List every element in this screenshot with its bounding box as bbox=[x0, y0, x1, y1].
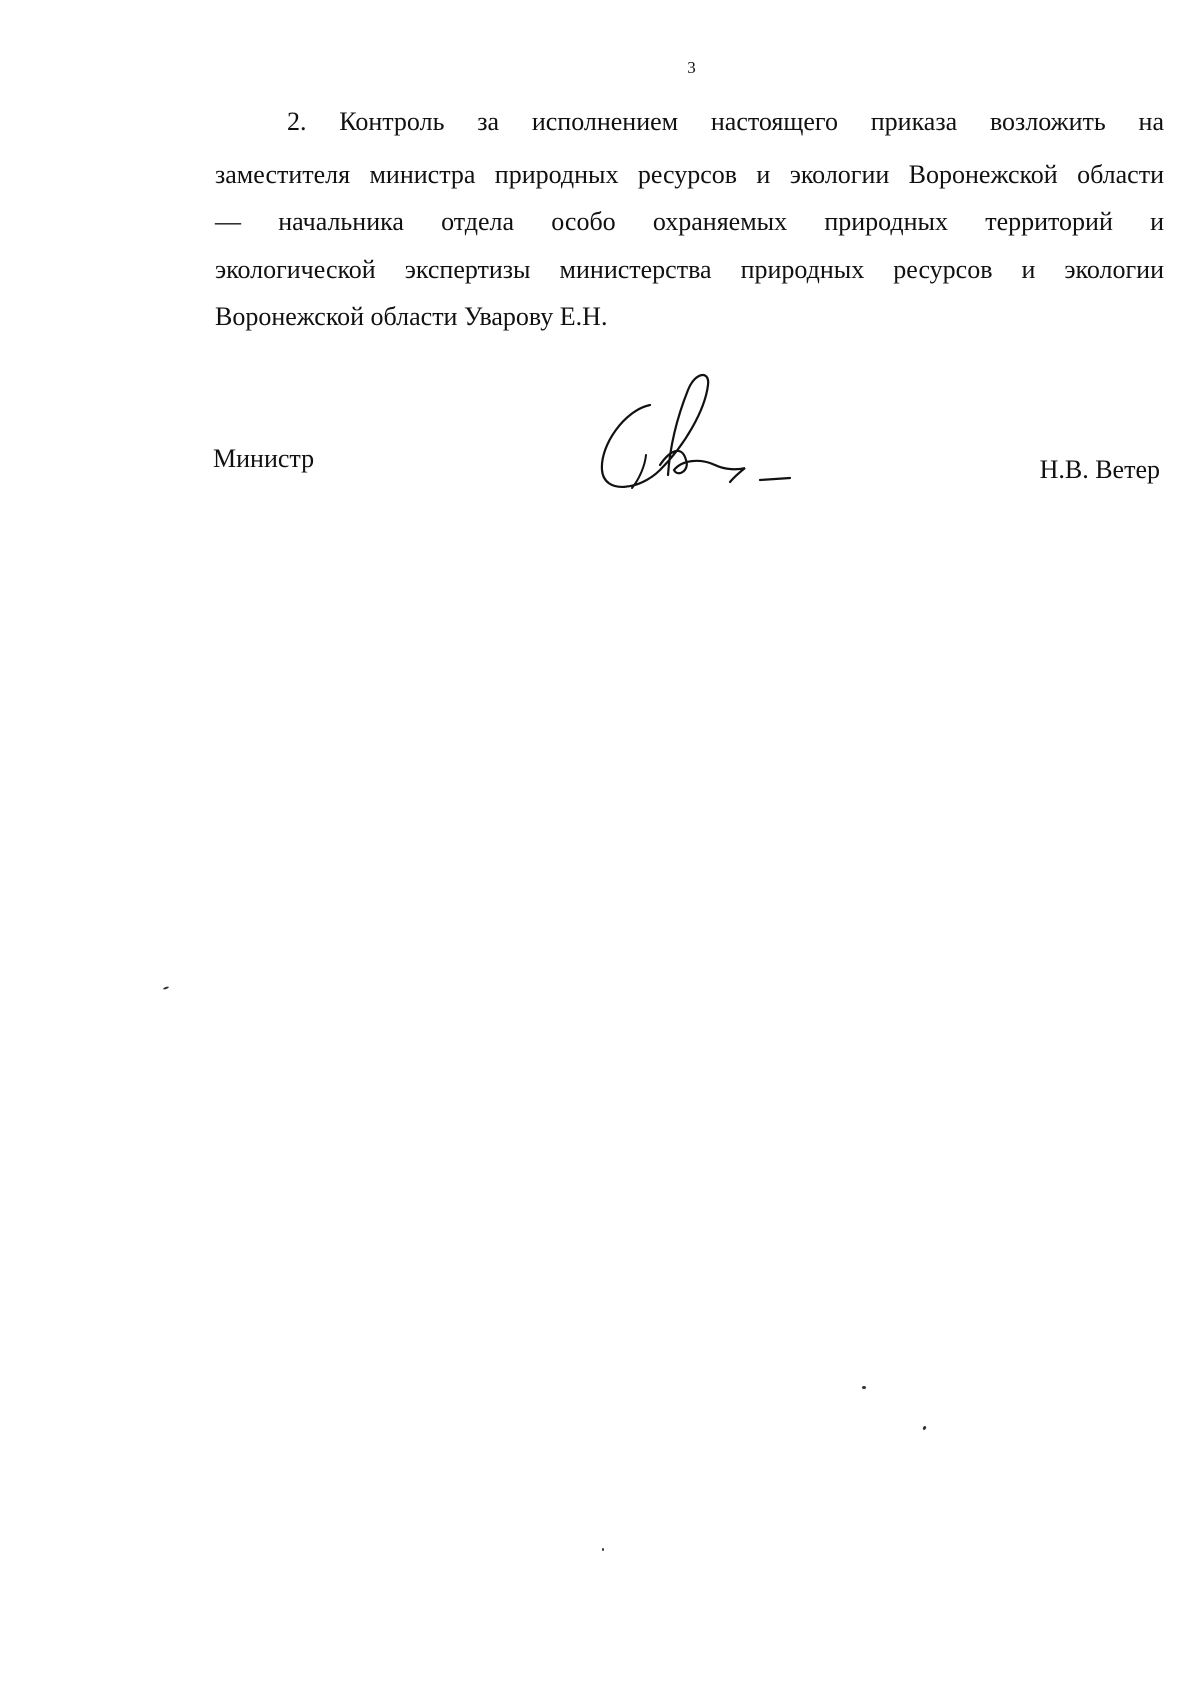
scan-speck bbox=[163, 986, 169, 990]
page-number: 3 bbox=[687, 58, 696, 77]
scan-speck bbox=[862, 1386, 866, 1389]
paragraph-line: — начальника отдела особо охраняемых природных территорий и bbox=[215, 207, 1164, 236]
signatory-title: Министр bbox=[213, 444, 315, 473]
paragraph-line: заместителя министра природных ресурсов и экологии Воронежской области bbox=[215, 160, 1164, 189]
paragraph-line: Воронежской области Уварову Е.Н. bbox=[215, 302, 608, 331]
scan-speck bbox=[922, 1426, 927, 1431]
paragraph-line: экологической экспертизы министерства природных ресурсов и экологии bbox=[215, 255, 1164, 284]
handwritten-signature bbox=[590, 370, 810, 500]
scan-speck bbox=[602, 1548, 604, 1551]
signatory-name: Н.В. Ветер bbox=[1039, 455, 1160, 484]
paragraph-line: 2. Контроль за исполнением настоящего приказа возложить на bbox=[287, 107, 1164, 136]
